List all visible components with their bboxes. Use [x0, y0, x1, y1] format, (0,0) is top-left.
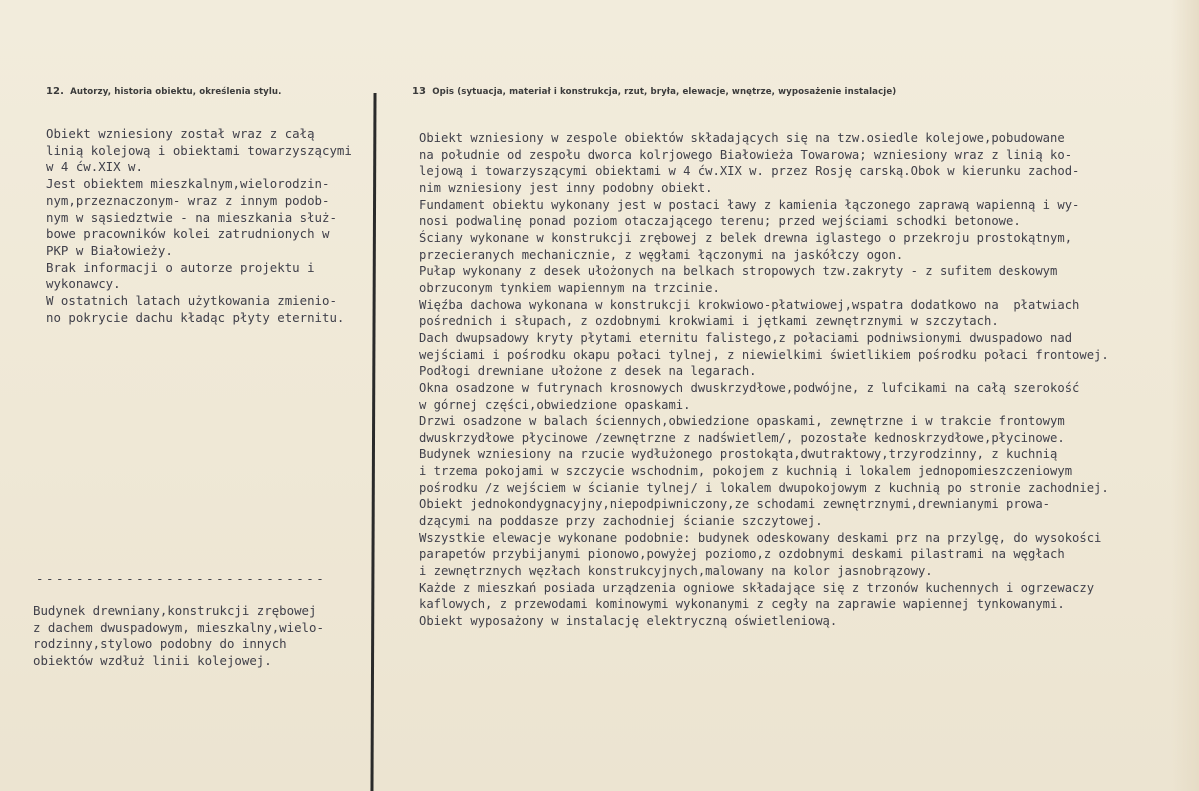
section-13-title: Opis (sytuacja, materiał i konstrukcja, rzut, bryła, elewacje, wnętrze, wyposażenie instalacje): [432, 87, 897, 97]
section-12-header: [46, 86, 282, 97]
description-text: Obiekt wzniesiony w zespole obiektów składających się na tzw.osiedle kolejowe,pobudowane na południe od zespołu dworca kolrjowego Białowieża Towarowa; wzniesiony wraz z linią ko- lejową i towarzyszącymi obiektami w 4 ćw.XIX w. przez Rosję carską.Obok w kierunku zachod- nim wzniesiony jest inny podobny obiekt. Fundament obiektu wykonany jest w postaci ławy z kamienia łączonego zaprawą wapienną i wy- nosi podwalinę ponad poziom otaczającego terenu; przed wejściami schodki betonowe. Ściany wykonane w konstrukcji zrębowej z belek drewna iglastego o przekroju prostokątnym, przecieranych mechanicznie, z węgłami łączonymi na jaskółczy ogon. Pułap wykonany z desek ułożonych na belkach stropowych tzw.zakryty - z sufitem deskowym obrzuconym tynkiem wapiennym na trzcinie. Więźba dachowa wykonana w konstrukcji krokwiowo-płatwiowej,wspatra dodatkowo na płatwiach pośrednich i słupach, z ozdobnymi krokwiami i jętkami zewnętrznymi w szczytach. Dach dwupsadowy kryty płytami eternitu falistego,z połaciami podniwsionymi dwuspadowo nad wejściami i pośrodku okapu połaci tylnej, z niewielkimi świetlikiem pośrodku połaci frontowej. Podłogi drewniane ułożone z desek na legarach. Okna osadzone w futrynach krosnowych dwuskrzydłowe,podwójne, z lufcikami na całą szerokość w górnej części,obwiedzione opaskami. Drzwi osadzone w balach ściennych,obwiedzione opaskami, zewnętrzne i w trakcie frontowym dwuskrzydłowe płycinowe /zewnętrzne z nadświetlem/, pozostałe kednoskrzydłowe,płycinowe. Budynek wzniesiony na rzucie wydłużonego prostokąta,dwutraktowy,trzyrodzinny, z kuchnią i trzema pokojami w szczycie wschodnim, pokojem z kuchnią i lokalem jednopomieszczeniowym pośrodku /z wejściem w ścianie tylnej/ i lokalem dwupokojowym z kuchnią po stronie zachodniej. Obiekt jednokondygnacyjny,niepodpiwniczony,ze schodami zewnętrznymi,drewnianymi prowa- dzącymi na poddasze przy zachodniej ścianie szczytowej. Wszystkie elewacje wykonane podobnie: budynek odeskowany deskami prz na przylgę, do wysokości parapetów przybijanymi pionowo,powyżej poziomo,z ozdobnymi deskami pilastrami na węgłach i zewnętrznych węzłach konstrukcyjnych,malowany na kolor jasnobrązowy. Każde z mieszkań posiada urządzenia ogniowe składające się z trzonów kuchennych i ogrzewaczy kaflowych, z przewodami kominowymi wykonanymi z cegły na zaprawie wapiennej tynkowanymi. Obiekt wyposażony w instalację elektryczną oświetleniową.: [419, 131, 1109, 629]
section-13-header: [412, 86, 896, 97]
section-12-number: 12.: [46, 86, 65, 97]
column-divider: [370, 93, 376, 791]
authors-history-text: Obiekt wzniesiony został wraz z całą linią kolejową i obiektami towarzyszącymi w 4 ćw.XIX w. Jest obiektem mieszkalnym,wielorodzin- nym,przeznaczonym- wraz z innym podob- nym w sąsiedztwie - na mieszkania służ- bowe pracowników kolei zatrudnionych w PKP w Białowieży. Brak informacji o autorze projektu i wykonawcy. W ostatnich latach użytkowania zmienio- no pokrycie dachu kładąc płyty eternitu.: [46, 126, 352, 325]
section-13-number: 13: [412, 86, 427, 97]
section-12-title: Autorzy, historia obiektu, określenia stylu.: [70, 87, 282, 97]
style-summary-text: Budynek drewniany,konstrukcji zrębowej z dachem dwuspadowym, mieszkalny,wielo- rodzinny,stylowo podobny do innych obiektów wzdłuż linii kolejowej.: [33, 603, 324, 669]
dashed-separator: -----------------------------: [36, 571, 327, 586]
